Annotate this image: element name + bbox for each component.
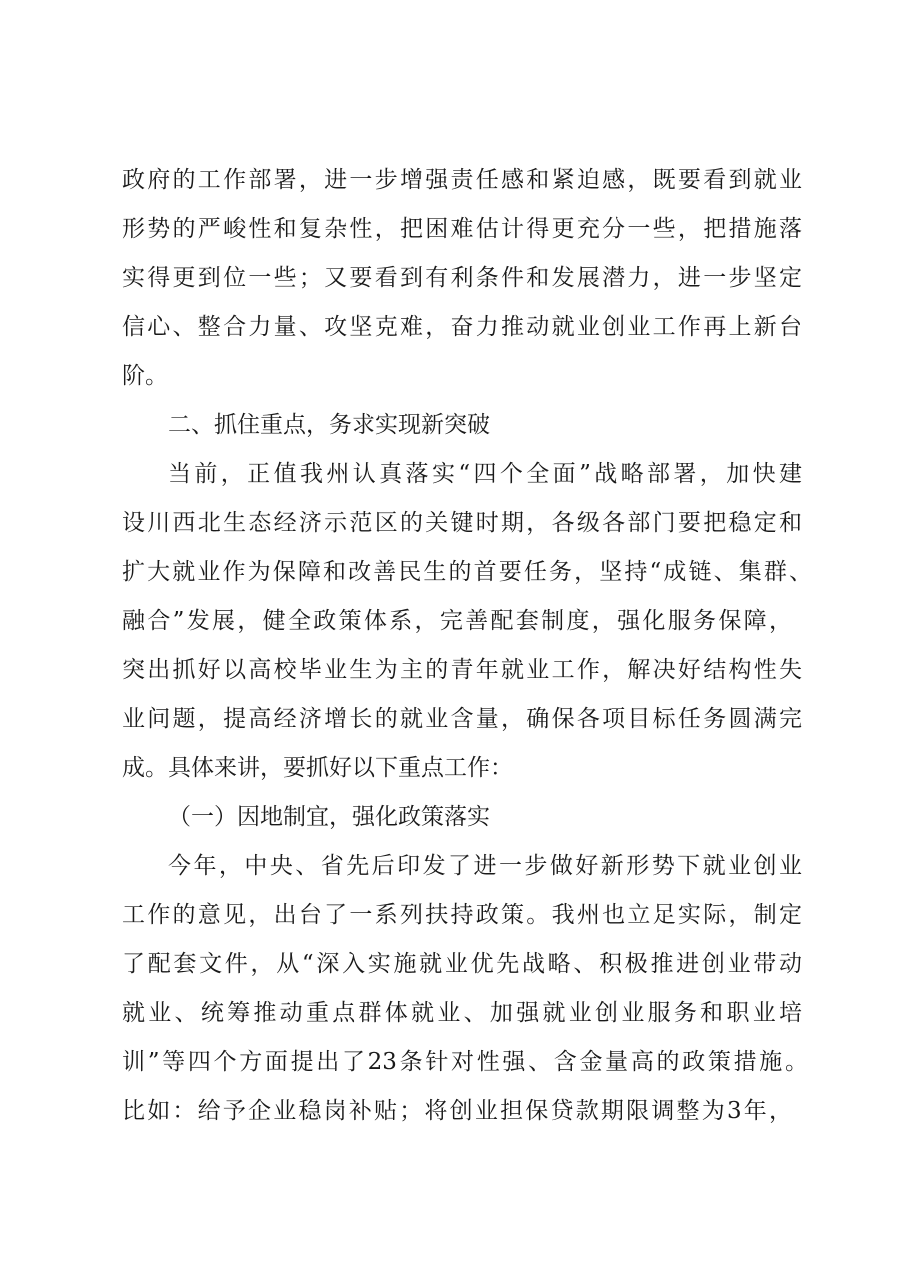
text-line: 成。具体来讲，要抓好以下重点工作： <box>122 755 513 781</box>
text-line: 阶。 <box>122 363 168 389</box>
text-line: 形势的严峻性和复杂性，把困难估计得更充分一些，把措施落 <box>122 216 802 242</box>
text-line: 工作的意见，出台了一系列扶持政策。我州也立足实际，制定 <box>122 902 802 928</box>
text-line: 比如：给予企业稳岗补贴；将创业担保贷款期限调整为3年， <box>122 1098 792 1124</box>
paragraph-first-line: 当前，正值我州认真落实“四个全面”战略部署，加快建 <box>168 461 802 487</box>
text-line: 政府的工作部署，进一步增强责任感和紧迫感，既要看到就业 <box>122 167 802 193</box>
text-line: 突出抓好以高校毕业生为主的青年就业工作，解决好结构性失 <box>122 657 802 683</box>
paragraph-first-line: 今年，中央、省先后印发了进一步做好新形势下就业创业 <box>168 853 802 879</box>
text-line: 业问题，提高经济增长的就业含量，确保各项目标任务圆满完 <box>122 706 802 732</box>
text-line: 了配套文件，从“深入实施就业优先战略、积极推进创业带动 <box>122 951 802 977</box>
text-line: 扩大就业作为保障和改善民生的首要任务，坚持“成链、集群、 <box>122 559 812 585</box>
section-heading: 二、抓住重点，务求实现新突破 <box>168 412 490 438</box>
text-line: 训”等四个方面提出了23条针对性强、含金量高的政策措施。 <box>122 1049 808 1075</box>
subsection-heading: （一）因地制宜，强化政策落实 <box>168 804 490 830</box>
text-line: 融合”发展，健全政策体系，完善配套制度，强化服务保障， <box>122 608 792 634</box>
text-line: 设川西北生态经济示范区的关键时期，各级各部门要把稳定和 <box>122 510 802 536</box>
text-line: 就业、统筹推动重点群体就业、加强就业创业服务和职业培 <box>122 1000 802 1026</box>
text-line: 实得更到位一些；又要看到有利条件和发展潜力，进一步坚定 <box>122 265 802 291</box>
text-line: 信心、整合力量、攻坚克难，奋力推动就业创业工作再上新台 <box>122 314 802 340</box>
